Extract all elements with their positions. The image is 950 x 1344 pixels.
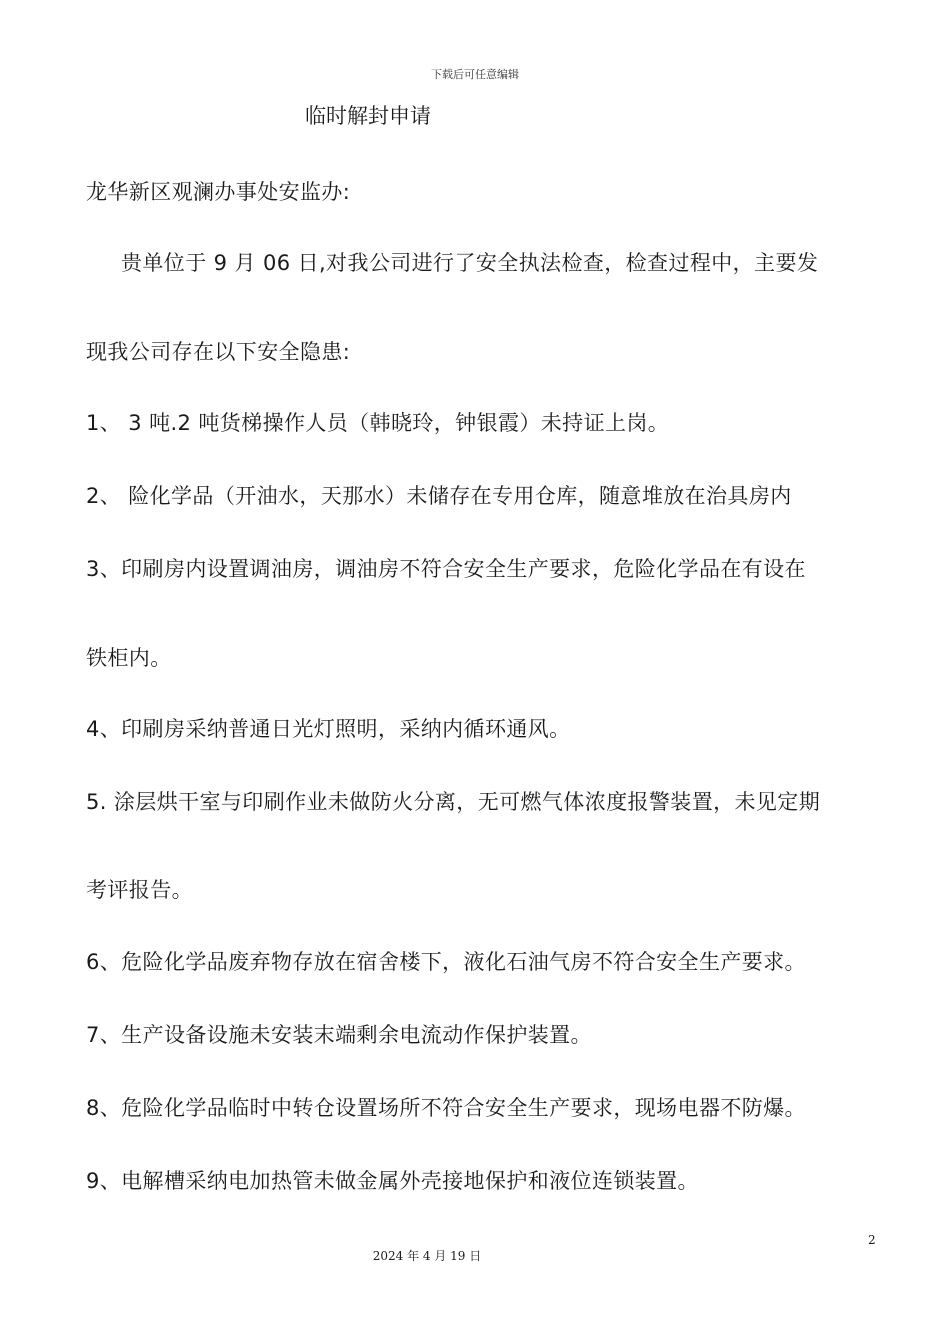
hazard-item-9: 9、电解槽采纳电加热管未做金属外壳接地保护和液位连锁装置。 bbox=[86, 1169, 699, 1193]
hazard-item-5-line-1: 5. 涂层烘干室与印刷作业未做防火分离，无可燃气体浓度报警装置，未见定期 bbox=[86, 790, 821, 814]
intro-line-1: 贵单位于 9 月 06 日,对我公司进行了安全执法检查，检查过程中，主要发 bbox=[121, 251, 819, 275]
document-title: 临时解封申请 bbox=[305, 104, 431, 128]
hazard-item-5-line-2: 考评报告。 bbox=[86, 878, 193, 902]
hazard-item-1: 1、 3 吨.2 吨货梯操作人员（韩晓玲，钟银霞）未持证上岗。 bbox=[86, 411, 670, 435]
hazard-item-4: 4、印刷房采纳普通日光灯照明，采纳内循环通风。 bbox=[86, 717, 571, 741]
hazard-item-3-line-2: 铁柜内。 bbox=[86, 646, 172, 670]
hazard-item-3-line-1: 3、印刷房内设置调油房，调油房不符合安全生产要求，危险化学品在有设在 bbox=[86, 557, 806, 581]
footer-date: 2024 年 4 月 19 日 bbox=[372, 1249, 482, 1263]
intro-line-2: 现我公司存在以下安全隐患: bbox=[86, 340, 351, 364]
hazard-item-6: 6、危险化学品废弃物存放在宿舍楼下，液化石油气房不符合安全生产要求。 bbox=[86, 950, 806, 974]
hazard-item-2: 2、 险化学品（开油水，天那水）未储存在专用仓库，随意堆放在治具房内 bbox=[86, 484, 792, 508]
page-number: 2 bbox=[868, 1233, 876, 1247]
hazard-item-7: 7、生产设备设施未安装末端剩余电流动作保护装置。 bbox=[86, 1023, 592, 1047]
hazard-item-8: 8、危险化学品临时中转仓设置场所不符合安全生产要求，现场电器不防爆。 bbox=[86, 1096, 806, 1120]
header-note: 下载后可任意编辑 bbox=[431, 68, 519, 81]
salutation: 龙华新区观澜办事处安监办: bbox=[86, 180, 351, 204]
